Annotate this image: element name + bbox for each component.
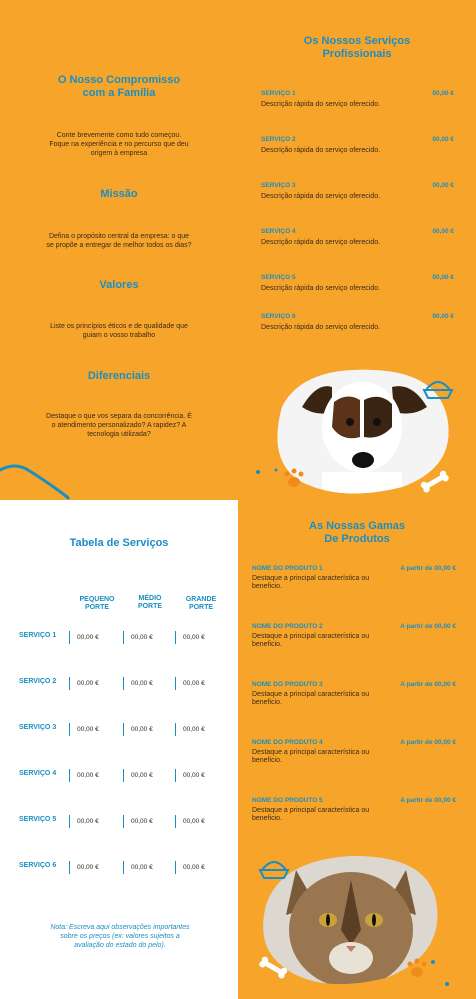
mission-heading: Missão <box>100 188 138 200</box>
about-heading: O Nosso Compromisso com a Família <box>57 74 181 99</box>
product-price: A partir de 00,00 € <box>400 565 456 572</box>
service-price: 00,00 € <box>432 90 454 97</box>
table-cell: 00,00 € <box>175 723 205 736</box>
service-description: Descrição rápida do serviço oferecido. <box>261 324 381 331</box>
table-row-label: SERVIÇO 2 <box>19 678 57 685</box>
about-text: Conte brevemente como tudo começou. Foque na experiência e no percurso que deu origem à empresa <box>49 132 189 157</box>
product-name: NOME DO PRODUTO 2 <box>252 623 323 630</box>
panel-about <box>0 0 238 500</box>
product-name: NOME DO PRODUTO 1 <box>252 565 323 572</box>
price-note: Nota: Escreva aqui observações importantes sobre os preços (ex: valores sujeitos a avaliação do estado do pelo). <box>50 924 190 949</box>
differentials-text: Destaque o que vos separa da concorrência. É o atendimento personalizado? A rapidez? A tecnologia utilizada? <box>46 413 192 438</box>
product-price: A partir de 00,00 € <box>400 681 456 688</box>
table-row-label: SERVIÇO 1 <box>19 632 57 639</box>
service-name: SERVIÇO 2 <box>261 136 296 143</box>
values-text: Liste os princípios éticos e de qualidade que guiam o vosso trabalho <box>50 323 188 339</box>
service-price: 00,00 € <box>432 274 454 281</box>
table-cell: 00,00 € <box>69 631 99 644</box>
product-description: Destaque a principal característica ou beneficio. <box>252 633 370 648</box>
table-cell: 00,00 € <box>69 815 99 828</box>
service-description: Descrição rápida do serviço oferecido. <box>261 147 381 154</box>
service-name: SERVIÇO 1 <box>261 90 296 97</box>
table-cell: 00,00 € <box>175 815 205 828</box>
service-description: Descrição rápida do serviço oferecido. <box>261 285 381 292</box>
bone-icon <box>418 470 452 494</box>
service-name: SERVIÇO 6 <box>261 313 296 320</box>
service-price: 00,00 € <box>432 136 454 143</box>
table-cell: 00,00 € <box>175 861 205 874</box>
paw-print-icon <box>254 462 304 492</box>
service-price: 00,00 € <box>432 182 454 189</box>
service-description: Descrição rápida do serviço oferecido. <box>261 193 381 200</box>
decorative-wave-icon <box>0 460 70 500</box>
paw-print-icon-2 <box>403 950 453 990</box>
pet-bowl-icon-2 <box>258 854 290 882</box>
table-cell: 00,00 € <box>123 723 153 736</box>
table-cell: 00,00 € <box>123 769 153 782</box>
panel-price-table <box>0 500 238 999</box>
table-cell: 00,00 € <box>123 815 153 828</box>
table-row-label: SERVIÇO 6 <box>19 862 57 869</box>
product-name: NOME DO PRODUTO 4 <box>252 739 323 746</box>
panel-products <box>238 500 476 999</box>
table-cell: 00,00 € <box>69 723 99 736</box>
table-cell: 00,00 € <box>69 769 99 782</box>
mission-text: Defina o propósito central da empresa: o que se propõe a entregar de melhor todos os dias? <box>46 233 192 249</box>
differentials-heading: Diferenciais <box>87 370 151 382</box>
product-name: NOME DO PRODUTO 3 <box>252 681 323 688</box>
product-description: Destaque a principal característica ou beneficio. <box>252 749 370 764</box>
values-heading: Valores <box>99 279 139 291</box>
service-name: SERVIÇO 3 <box>261 182 296 189</box>
service-name: SERVIÇO 4 <box>261 228 296 235</box>
table-cell: 00,00 € <box>123 631 153 644</box>
table-cell: 00,00 € <box>123 677 153 690</box>
price-table-heading: Tabela de Serviços <box>69 537 169 549</box>
service-price: 00,00 € <box>432 313 454 320</box>
service-price: 00,00 € <box>432 228 454 235</box>
table-row-label: SERVIÇO 5 <box>19 816 57 823</box>
table-cell: 00,00 € <box>175 631 205 644</box>
product-description: Destaque a principal característica ou beneficio. <box>252 807 370 822</box>
column-header-medium: MÉDIO PORTE <box>137 595 163 610</box>
panel-services <box>238 0 476 500</box>
product-description: Destaque a principal característica ou beneficio. <box>252 575 370 590</box>
table-cell: 00,00 € <box>123 861 153 874</box>
column-header-large: GRANDE PORTE <box>185 596 217 611</box>
table-row-label: SERVIÇO 3 <box>19 724 57 731</box>
table-cell: 00,00 € <box>175 769 205 782</box>
table-cell: 00,00 € <box>69 677 99 690</box>
product-price: A partir de 00,00 € <box>400 739 456 746</box>
products-heading: As Nossas Gamas De Produtos <box>309 520 405 545</box>
product-name: NOME DO PRODUTO 5 <box>252 797 323 804</box>
table-cell: 00,00 € <box>69 861 99 874</box>
table-row-label: SERVIÇO 4 <box>19 770 57 777</box>
column-header-small: PEQUENO PORTE <box>79 596 115 611</box>
product-price: A partir de 00,00 € <box>400 623 456 630</box>
service-description: Descrição rápida do serviço oferecido. <box>261 239 381 246</box>
service-description: Descrição rápida do serviço oferecido. <box>261 101 381 108</box>
product-price: A partir de 00,00 € <box>400 797 456 804</box>
table-cell: 00,00 € <box>175 677 205 690</box>
product-description: Destaque a principal característica ou beneficio. <box>252 691 370 706</box>
service-name: SERVIÇO 5 <box>261 274 296 281</box>
pet-bowl-icon <box>422 374 454 402</box>
services-heading: Os Nossos Serviços Profissionais <box>303 35 411 60</box>
bone-icon-2 <box>256 955 290 981</box>
